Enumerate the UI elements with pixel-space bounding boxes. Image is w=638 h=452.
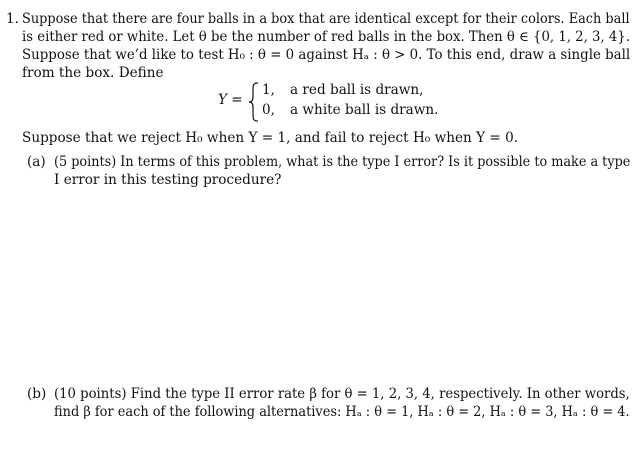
left-brace-icon [248, 82, 260, 122]
intro-line-4: from the box. Define [22, 65, 164, 81]
case1-text: a red ball is drawn, [290, 82, 424, 98]
part-b-label: (b) [27, 386, 47, 402]
part-a-line-2: I error in this testing procedure? [54, 172, 282, 188]
intro-line-3: Suppose that we’d like to test H₀ : θ = 0 against Hₐ : θ > 0. To this end, draw a single ball [22, 47, 631, 63]
part-a-label: (a) [27, 154, 46, 170]
part-a-line-1: (5 points) In terms of this problem, what is the type I error? Is it possible to make a type [54, 154, 631, 170]
problem-number: 1. [6, 11, 19, 27]
intro-line-1: Suppose that there are four balls in a box that are identical except for their colors. Each ball [22, 11, 630, 27]
rejection-rule: Suppose that we reject H₀ when Y = 1, and fail to reject H₀ when Y = 0. [22, 130, 519, 146]
definition-lhs: Y = [218, 92, 243, 108]
intro-line-2: is either red or white. Let θ be the number of red balls in the box. Then θ ∈ {0, 1, 2, 3, 4}. [22, 29, 630, 45]
part-b-line-2: find β for each of the following alternatives: Hₐ : θ = 1, Hₐ : θ = 2, Hₐ : θ = 3, Hₐ : θ = 4. [54, 404, 630, 420]
case2-value: 0, [262, 102, 275, 118]
case1-value: 1, [262, 82, 275, 98]
case2-text: a white ball is drawn. [290, 102, 439, 118]
part-b-line-1: (10 points) Find the type II error rate β for θ = 1, 2, 3, 4, respectively. In other words, [54, 386, 630, 402]
